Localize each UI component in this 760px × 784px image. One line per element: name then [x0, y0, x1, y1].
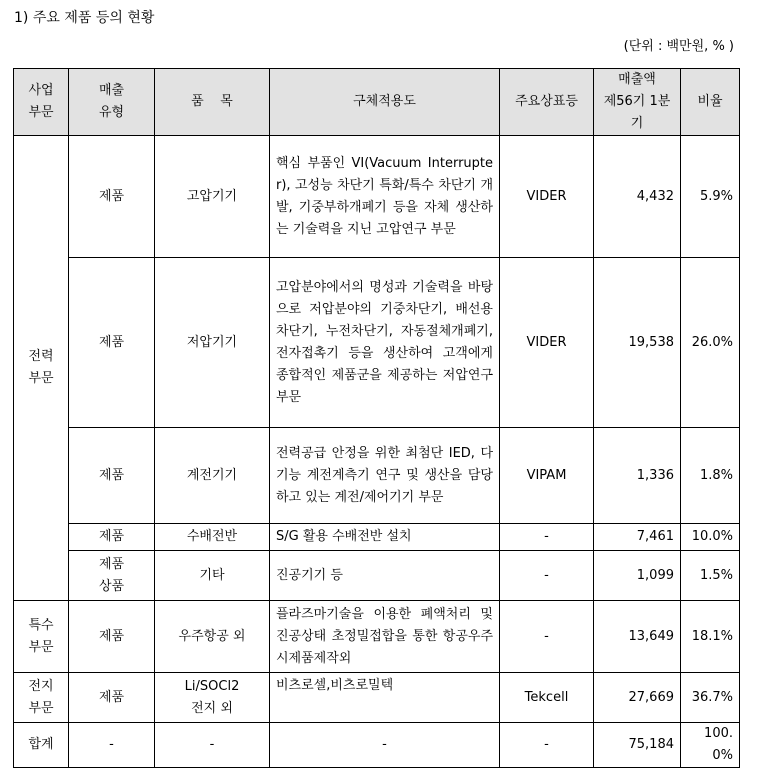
ratio-cell: 1.5%: [681, 551, 740, 601]
sales-cell: 27,669: [594, 673, 681, 723]
sales-type-cell: 제품: [69, 601, 155, 673]
sales-type-cell: 제품: [69, 673, 155, 723]
brand-cell: VIPAM: [500, 428, 594, 524]
brand-cell: -: [500, 551, 594, 601]
table-row: [14, 673, 740, 723]
total-brand: -: [500, 723, 594, 768]
total-item: -: [155, 723, 270, 768]
item-cell: 계전기기: [155, 428, 270, 524]
brand-cell: VIDER: [500, 136, 594, 258]
unit-note: (단위 : 백만원, % ): [623, 39, 734, 54]
item-cell: 우주항공 외: [155, 601, 270, 673]
item-cell: Li/SOCl2 전지 외: [155, 673, 270, 723]
brand-cell: Tekcell: [500, 673, 594, 723]
header-item: 품 목: [155, 69, 270, 136]
total-usage: -: [270, 723, 500, 768]
table-row: [14, 524, 740, 551]
usage-cell: 비츠로셀,비츠로밀텍: [270, 673, 500, 723]
header-division: 사업 부문: [14, 69, 69, 136]
sales-cell: 1,099: [594, 551, 681, 601]
table-row: [14, 551, 740, 601]
usage-cell: 전력공급 안정을 위한 최첨단 IED, 다기능 계전계측기 연구 및 생산을 담당하고 있는 계전/제어기기 부문: [270, 428, 500, 524]
item-cell: 저압기기: [155, 258, 270, 428]
usage-cell: 플라즈마기술을 이용한 폐액처리 및 진공상태 초정밀접합을 통한 항공우주 시제품제작외: [270, 601, 500, 673]
ratio-cell: 18.1%: [681, 601, 740, 673]
brand-cell: -: [500, 524, 594, 551]
brand-cell: -: [500, 601, 594, 673]
table-row: [14, 136, 740, 258]
header-row: [14, 69, 740, 136]
division-cell: 전력 부문: [14, 136, 69, 601]
ratio-cell: 26.0%: [681, 258, 740, 428]
header-sales: 매출액 제56기 1분기: [594, 69, 681, 136]
header-sales-type: 매출 유형: [69, 69, 155, 136]
header-ratio: 비율: [681, 69, 740, 136]
usage-cell: 핵심 부품인 VI(Vacuum Interrupter), 고성능 차단기 특화/특수 차단기 개발, 기중부하개폐기 등을 자체 생산하는 기술력을 지닌 고압연구 부문: [270, 136, 500, 258]
sales-type-cell: 제품: [69, 524, 155, 551]
ratio-cell: 10.0%: [681, 524, 740, 551]
sales-cell: 13,649: [594, 601, 681, 673]
sales-type-cell: 제품: [69, 136, 155, 258]
ratio-cell: 1.8%: [681, 428, 740, 524]
division-cell: 특수 부문: [14, 601, 69, 673]
sales-cell: 19,538: [594, 258, 681, 428]
header-usage: 구체적용도: [270, 69, 500, 136]
sales-type-cell: 제품: [69, 428, 155, 524]
brand-cell: VIDER: [500, 258, 594, 428]
section-title: 1) 주요 제품 등의 현황: [14, 10, 155, 26]
total-type: -: [69, 723, 155, 768]
product-table: [13, 68, 740, 768]
total-ratio: 100.0%: [681, 723, 740, 768]
ratio-cell: 5.9%: [681, 136, 740, 258]
ratio-cell: 36.7%: [681, 673, 740, 723]
sales-type-cell: 제품: [69, 258, 155, 428]
item-cell: 고압기기: [155, 136, 270, 258]
table-row: [14, 258, 740, 428]
table-row: [14, 601, 740, 673]
usage-cell: 진공기기 등: [270, 551, 500, 601]
total-row: [14, 723, 740, 768]
division-cell: 전지 부문: [14, 673, 69, 723]
total-label: 합계: [14, 723, 69, 768]
item-cell: 수배전반: [155, 524, 270, 551]
sales-cell: 1,336: [594, 428, 681, 524]
sales-type-cell: 제품 상품: [69, 551, 155, 601]
header-brand: 주요상표등: [500, 69, 594, 136]
total-sales: 75,184: [594, 723, 681, 768]
usage-cell: S/G 활용 수배전반 설치: [270, 524, 500, 551]
usage-cell: 고압분야에서의 명성과 기술력을 바탕으로 저압분야의 기중차단기, 배선용차단기, 누전차단기, 자동절체개폐기, 전자접촉기 등을 생산하여 고객에게 종합적인 제품군을 제공하는 저압연구 부문: [270, 258, 500, 428]
sales-cell: 7,461: [594, 524, 681, 551]
table-row: [14, 428, 740, 524]
sales-cell: 4,432: [594, 136, 681, 258]
item-cell: 기타: [155, 551, 270, 601]
